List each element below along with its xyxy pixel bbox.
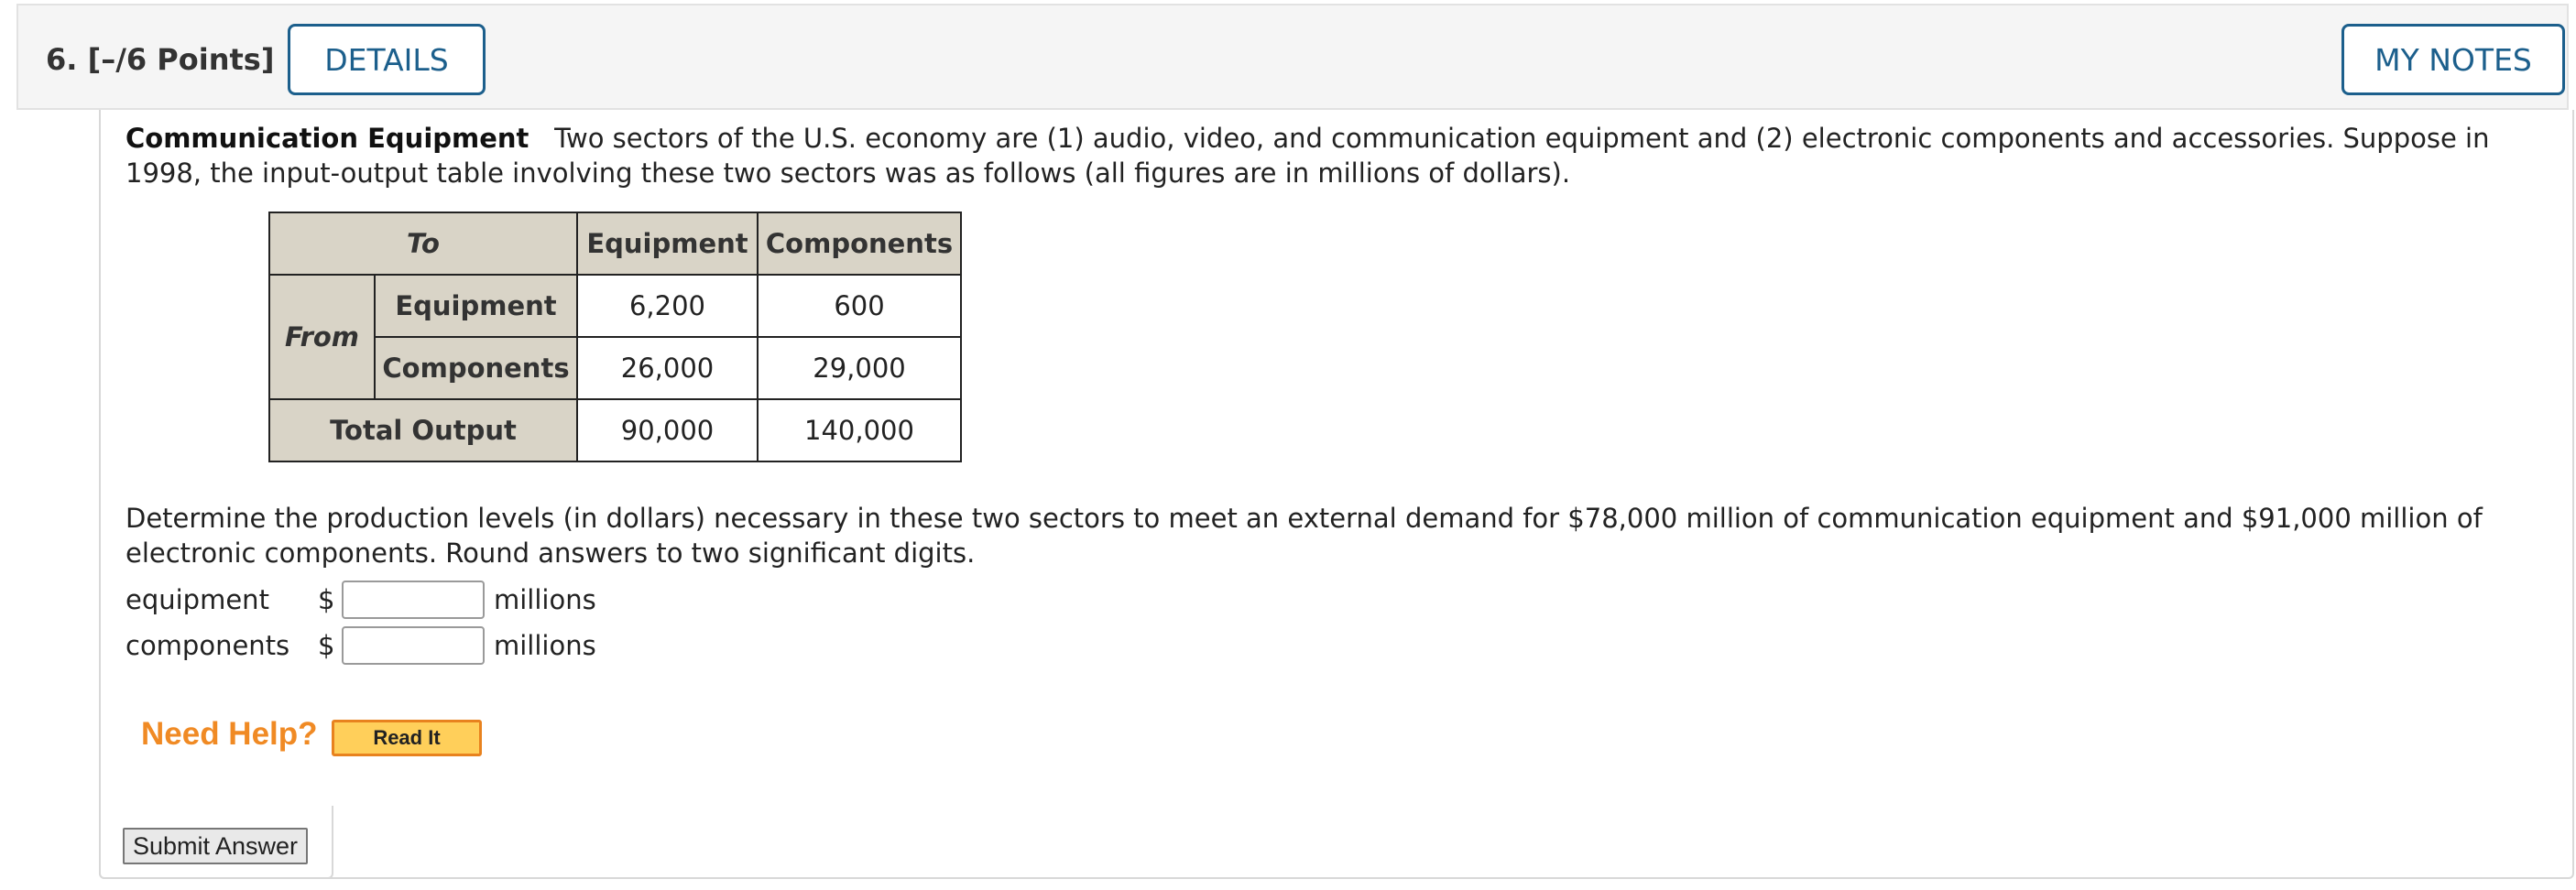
- total-output-header: Total Output: [269, 399, 577, 461]
- cell-equipment-components: 600: [758, 275, 961, 337]
- currency-symbol: $: [318, 630, 335, 661]
- problem-text: Two sectors of the U.S. economy are (1) audio, video, and communication equipment and (2) electronic components and accessories. Suppose in 1998, the input-output table involving these two sectors was as follows (all figures are in millions of dollars).: [126, 123, 2490, 189]
- answer-label-components: components: [126, 630, 290, 661]
- need-help-label: Need Help?: [141, 716, 318, 752]
- question-header: [16, 4, 2569, 110]
- unit-label: millions: [494, 630, 596, 661]
- cell-components-equipment: 26,000: [577, 337, 758, 399]
- equipment-input[interactable]: [342, 581, 485, 619]
- cell-components-components: 29,000: [758, 337, 961, 399]
- row-header-equipment: Equipment: [375, 275, 577, 337]
- cell-equipment-equipment: 6,200: [577, 275, 758, 337]
- details-button[interactable]: DETAILS: [288, 24, 486, 95]
- components-input[interactable]: [342, 626, 485, 665]
- currency-symbol: $: [318, 584, 335, 615]
- question-text: Determine the production levels (in dollars) necessary in these two sectors to meet an external demand for $78,000 million of communication equipment and $91,000 million of electronic components. Round answers to two significant digits.: [126, 503, 2483, 569]
- total-equipment: 90,000: [577, 399, 758, 461]
- row-header-components: Components: [375, 337, 577, 399]
- read-it-button[interactable]: Read It: [332, 720, 482, 756]
- col-header-components: Components: [758, 212, 961, 275]
- problem-intro: [126, 121, 2526, 190]
- problem-title: Communication Equipment: [126, 123, 529, 154]
- question-number: 6. [–/6 Points]: [46, 42, 275, 77]
- unit-label: millions: [494, 584, 596, 615]
- answer-label-equipment: equipment: [126, 584, 269, 615]
- total-components: 140,000: [758, 399, 961, 461]
- my-notes-button[interactable]: MY NOTES: [2341, 24, 2565, 95]
- submit-answer-button[interactable]: Submit Answer: [123, 828, 308, 864]
- input-output-table: [268, 212, 962, 462]
- from-header: From: [269, 275, 375, 399]
- to-header: To: [269, 212, 577, 275]
- col-header-equipment: Equipment: [577, 212, 758, 275]
